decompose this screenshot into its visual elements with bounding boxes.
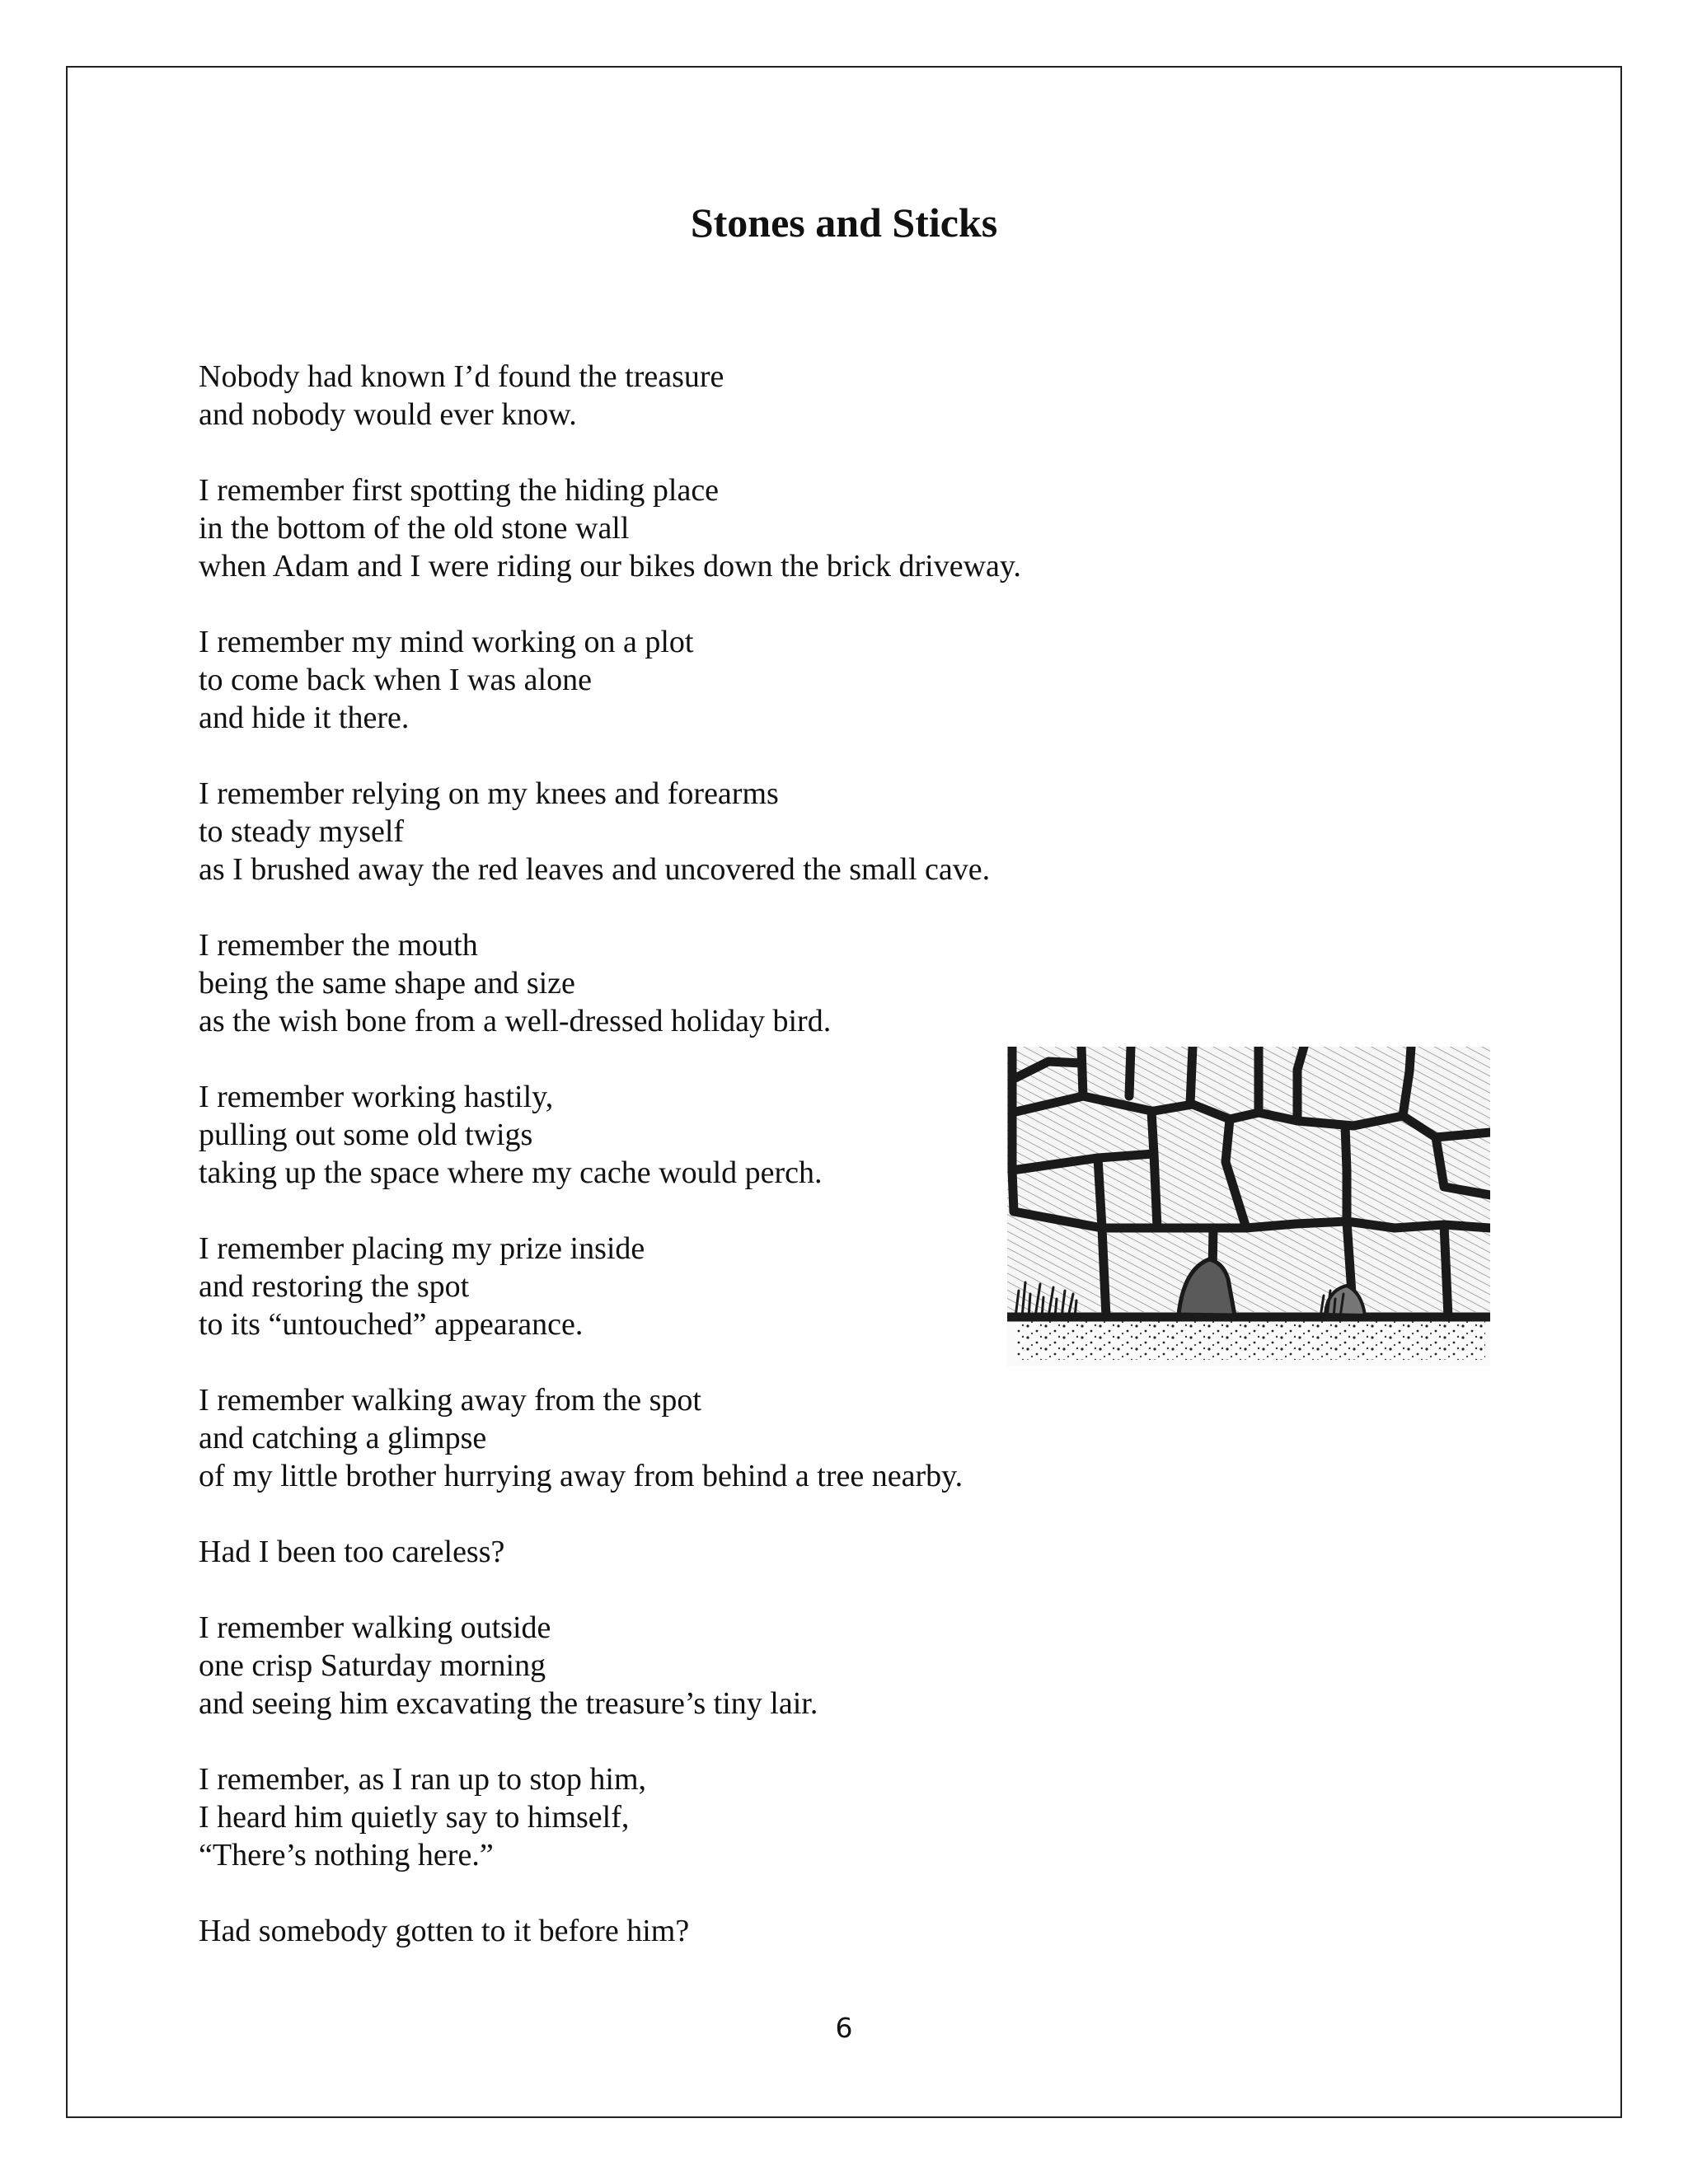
poem-title: Stones and Sticks [690, 199, 998, 246]
stanza [199, 623, 1229, 737]
poem-line: when Adam and I were riding our bikes down the brick driveway. [199, 549, 1021, 583]
poem-line: and catching a glimpse [199, 1421, 487, 1455]
poem-line: I heard him quietly say to himself, [199, 1800, 630, 1835]
page-number: 6 [835, 2012, 853, 2044]
poem-line: I remember my mind working on a plot [199, 625, 694, 659]
poem-line: to come back when I was alone [199, 663, 592, 697]
poem-line: I remember, as I ran up to stop him, [199, 1762, 647, 1797]
poem-line: I remember relying on my knees and forearms [199, 776, 779, 811]
poem-line: I remember walking away from the spot [199, 1383, 701, 1418]
poem-line: Had somebody gotten to it before him? [199, 1914, 690, 1948]
poem-line: to steady myself [199, 814, 405, 849]
poem-line: one crisp Saturday morning [199, 1648, 546, 1683]
ground-gravel [1015, 1319, 1485, 1360]
poem-line: I remember placing my prize inside [199, 1231, 645, 1266]
poem-line: “There’s nothing here.” [199, 1838, 494, 1872]
poem-line: I remember first spotting the hiding place [199, 473, 720, 508]
stanza [199, 1381, 1229, 1495]
poem-line: in the bottom of the old stone wall [199, 511, 630, 546]
stanza [199, 1533, 1229, 1571]
stone-wall-illustration [1007, 1047, 1490, 1366]
poem-line: I remember working hastily, [199, 1080, 554, 1114]
poem-line: I remember walking outside [199, 1610, 551, 1645]
poem-line: as I brushed away the red leaves and uncovered the small cave. [199, 852, 991, 887]
stanza [199, 1609, 1229, 1722]
stanza [199, 358, 1229, 434]
poem-line: I remember the mouth [199, 928, 478, 963]
stanza [199, 1912, 1229, 1950]
poem-line: of my little brother hurrying away from behind a tree nearby. [199, 1459, 964, 1493]
poem-line: and hide it there. [199, 701, 410, 735]
poem-line: and nobody would ever know. [199, 397, 577, 432]
stanza [199, 1760, 1229, 1874]
poem-line: and restoring the spot [199, 1269, 470, 1304]
poem-line: being the same shape and size [199, 966, 575, 1001]
poem-line: to its “untouched” appearance. [199, 1307, 584, 1342]
stanza [199, 775, 1229, 888]
poem-line: Had I been too careless? [199, 1535, 505, 1569]
poem-line: and seeing him excavating the treasure’s tiny lair. [199, 1686, 818, 1721]
stanza [199, 471, 1229, 585]
poem-line: pulling out some old twigs [199, 1118, 533, 1152]
stanza [199, 926, 1229, 1040]
poem-line: Nobody had known I’d found the treasure [199, 359, 724, 394]
poem-line: as the wish bone from a well-dressed holiday bird. [199, 1004, 832, 1038]
poem-line: taking up the space where my cache would perch. [199, 1155, 823, 1190]
